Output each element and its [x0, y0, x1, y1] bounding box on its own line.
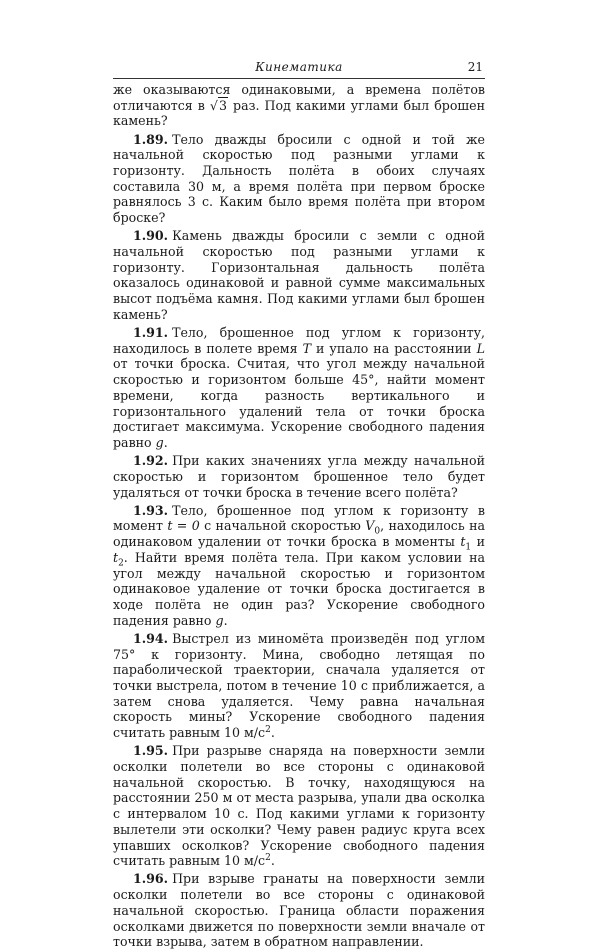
text-run: же оказываются одинаковыми, а времена полётов отличаются в — [113, 82, 485, 113]
unit-value — [224, 725, 271, 740]
text-run: . — [270, 725, 275, 741]
problem-1-90 — [113, 228, 485, 322]
math-symbol: g — [155, 434, 164, 450]
text-run: с начальной скоростью — [204, 518, 361, 534]
unit-text: 10 м/с — [223, 725, 266, 741]
text-run: раз. Под какими углами был брошен камень? — [113, 97, 485, 129]
math-equation: t = 0 — [167, 518, 200, 534]
unit-superscript: 2 — [265, 853, 271, 864]
unit-value — [224, 853, 271, 868]
math-subscript: 0 — [374, 527, 381, 537]
math-symbol: T — [302, 340, 311, 356]
text-run: от точки броска. Считая, что угол между начальной скоростью и горизонтом больше 45°, найти момент времени, когда разность вертикального и горизонтального удалений тела от точки броска достигает максимума. Ускорение свободного падения равно — [113, 356, 485, 450]
problem-number: 1.95. — [133, 743, 169, 759]
problem-number: 1.90. — [133, 228, 169, 244]
text-run: . — [223, 612, 228, 628]
problem-number: 1.93. — [133, 502, 169, 518]
text-run: и упало на расстоянии — [316, 340, 472, 356]
problem-1-93 — [113, 503, 485, 629]
problem-1-92 — [113, 453, 485, 500]
problem-1-91 — [113, 325, 485, 451]
text-run: . — [270, 853, 275, 869]
math-subscript: 1 — [465, 542, 472, 553]
problem-1-89 — [113, 132, 485, 226]
problem-number: 1.91. — [133, 325, 169, 341]
problem-number: 1.96. — [133, 871, 169, 887]
math-symbol: t — [460, 534, 466, 550]
text-run: Тело, брошенное под углом к горизонту в момент — [113, 502, 485, 534]
problem-number: 1.89. — [133, 131, 169, 147]
text-run: и — [476, 534, 485, 550]
paragraph-continuation — [113, 82, 485, 129]
sqrt-radicand: 3 — [218, 97, 227, 113]
problem-text: Камень дважды бросили с земли с одной начальной скоростью под разными углами к горизонту. Горизонтальная дальность полёта оказалось одинаковой и равной сумме максимальных высот подъёма камня. Под какими углами был брошен камень? — [113, 228, 485, 322]
running-title: Кинематика — [255, 60, 343, 74]
text-run: Тело, брошенное под углом к горизонту, находилось в полете время — [113, 325, 485, 356]
sqrt-expression — [210, 97, 228, 113]
page-number: 21 — [467, 60, 483, 74]
text-run: . — [163, 434, 168, 450]
math-symbol: g — [215, 612, 224, 628]
page-header — [113, 58, 485, 79]
unit-text: 10 м/с — [223, 853, 266, 869]
problem-text: При каких значениях угла между начальной скоростью и горизонтом брошенное тело будет удаляться от точки броска в течение всего полёта? — [113, 453, 485, 500]
unit-superscript: 2 — [265, 724, 271, 735]
text-body — [113, 82, 485, 952]
problem-1-94 — [113, 631, 485, 741]
math-symbol: t — [113, 549, 119, 565]
problem-1-95 — [113, 743, 485, 869]
math-symbol: L — [476, 340, 485, 356]
problem-1-96 — [113, 871, 485, 950]
sqrt-sign: √ — [209, 97, 218, 113]
text-run: . Найти время полёта тела. При каком условии на угол между начальной скоростью и горизонтом одинаковое удаление от точки броска достигается в ходе полёта не один раз? Ускорение свободного падения равно — [113, 549, 485, 628]
text-run: Выстрел из миномёта произведён под углом 75° к горизонту. Мина, свободно летящая по параболической траектории, сначала удаляется от точки выстрела, потом в течение 10 с приближается, а затем снова удаляется. Чему равна начальная скорость мины? Ускорение свободного падения считать равным — [113, 630, 485, 741]
problem-text: При взрыве гранаты на поверхности земли осколки полетели во все стороны с одинаковой начальной скоростью. Граница области поражения осколками движется по поверхности земли вначале от точки взрыва, затем в обратном направлении. — [113, 871, 485, 950]
problem-number: 1.94. — [133, 630, 169, 646]
text-run: При разрыве снаряда на поверхности земли осколки полетели во все стороны с одинаковой начальной скоростью. В точку, находящуюся на расстоянии 250 м от места разрыва, упали два осколка с интервалом 10 с. Под какими углами к горизонту вылетели эти осколки? Чему равен радиус круга всех упавших осколков? Ускорение свободного падения считать равным — [113, 743, 485, 869]
math-symbol: V — [365, 518, 375, 534]
text-run: , находилось на одинаковом удалении от точки броска в моменты — [113, 518, 485, 550]
problem-number: 1.92. — [133, 453, 169, 469]
problem-text: Тело дважды бросили с одной и той же начальной скоростью под разными углами к горизонту. Дальность полёта в обоих случаях составила 30 м, а время полёта при первом броске равнялось 3 с. Каким было время полёта при втором броске? — [113, 131, 485, 226]
math-subscript: 2 — [118, 558, 124, 569]
